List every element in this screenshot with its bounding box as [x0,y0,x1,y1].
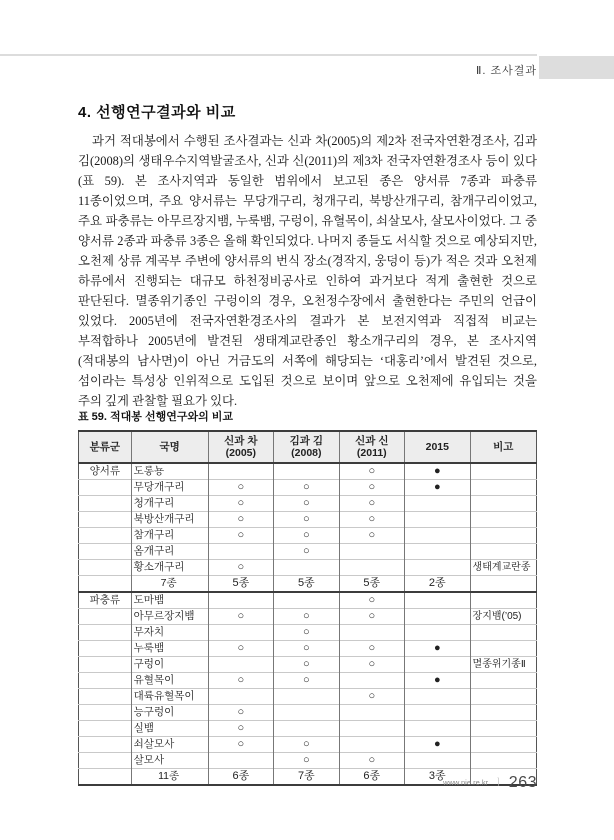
cell-mark-2011: ○ [339,689,404,705]
table-row [79,721,537,737]
cell-group [79,753,132,769]
col-header-2008 [274,431,339,463]
cell-species: 옴개구리 [131,544,208,560]
table-row [79,625,537,641]
cell-mark-2008 [274,560,339,576]
cell-mark-2011: ○ [339,480,404,496]
cell-mark-2008: ○ [274,480,339,496]
cell-mark-2011: ○ [339,657,404,673]
table-row [79,673,537,689]
cell-mark-2005: ○ [208,512,273,528]
cell-mark-2015 [405,496,470,512]
cell-note [470,496,536,512]
cell-mark-2015: ● [405,480,470,496]
cell-mark-2015 [405,528,470,544]
cell-group [79,641,132,657]
col-header-sublabel: (2008) [291,447,322,459]
cell-mark-2005 [208,657,273,673]
cell-group: 파충류 [79,592,132,609]
cell-mark-2015 [405,705,470,721]
cell-mark-2005: ○ [208,737,273,753]
cell-mark-2005: ○ [208,496,273,512]
cell-mark-2011: ○ [339,609,404,625]
table-row [79,496,537,512]
cell-mark-2008: ○ [274,625,339,641]
table-row [79,480,537,496]
cell-mark-2015: 3종 [405,769,470,786]
cell-note [470,689,536,705]
cell-mark-2011: ○ [339,641,404,657]
cell-note: 장지뱀(’05) [470,609,536,625]
cell-mark-2005: ○ [208,480,273,496]
cell-mark-2008 [274,705,339,721]
footer-site-url: www.nie.re.kr [443,778,489,787]
cell-mark-2011: ○ [339,753,404,769]
table-row [79,560,537,576]
cell-mark-2011 [339,721,404,737]
cell-mark-2008: 7종 [274,769,339,786]
cell-mark-2011 [339,705,404,721]
table-row [79,512,537,528]
cell-mark-2015 [405,560,470,576]
table-subtotal-row [79,576,537,593]
comparison-table [78,430,537,786]
cell-mark-2008: ○ [274,528,339,544]
cell-mark-2008: ○ [274,609,339,625]
table-row [79,609,537,625]
cell-mark-2015 [405,512,470,528]
table-row [79,592,537,609]
cell-note [470,463,536,480]
cell-mark-2015 [405,609,470,625]
col-header-note [470,431,536,463]
chapter-tab-marker [539,56,614,79]
cell-group [79,560,132,576]
cell-species: 살모사 [131,753,208,769]
cell-mark-2008 [274,592,339,609]
cell-mark-2008: ○ [274,673,339,689]
col-header-sublabel: (2005) [225,447,257,459]
cell-mark-2011: ○ [339,528,404,544]
cell-mark-2005: ○ [208,609,273,625]
cell-mark-2015 [405,657,470,673]
cell-group [79,689,132,705]
col-header-species [131,431,208,463]
cell-mark-2011: ○ [339,496,404,512]
cell-note [470,753,536,769]
cell-mark-2015 [405,689,470,705]
table-row [79,657,537,673]
col-header-label: 김과 김 [289,435,323,447]
running-header-section: Ⅱ. 조사결과 [475,65,537,77]
cell-mark-2008: ○ [274,641,339,657]
cell-mark-2015 [405,544,470,560]
cell-mark-2015: ● [405,463,470,480]
cell-species: 실뱀 [131,721,208,737]
cell-species: 북방산개구리 [131,512,208,528]
cell-mark-2005: 6종 [208,769,273,786]
cell-group [79,737,132,753]
cell-mark-2005 [208,753,273,769]
page-title: 4. 선행연구결과와 비교 [78,104,236,121]
cell-species: 쇠살모사 [131,737,208,753]
table-header [79,431,537,463]
footer-page-number: 263 [508,774,537,791]
cell-mark-2005: ○ [208,705,273,721]
table-header-row [79,431,537,463]
cell-mark-2005: ○ [208,560,273,576]
cell-mark-2011: ○ [339,512,404,528]
cell-group [79,673,132,689]
footer-separator: ㅣ [494,777,503,787]
cell-mark-2005: 5종 [208,576,273,593]
cell-species: 참개구리 [131,528,208,544]
body-paragraph: 과거 적대봉에서 수행된 조사결과는 신과 차(2005)의 제2차 전국자연환경조사, 김과 김(2008)의 생태우수지역발굴조사, 신과 신(2011)의 제3차 전국자연환경조사 등이 있다(표 59). 본 조사지역과 동일한 범위에서 보고된 종은 양서류 7종과 파충류 11종이었으며, 주요 양서류는 무당개구리, 청개구리, 북방산개구리, 참개구리이었고, 주요 파충류는 아무르장지뱀, 누룩뱀, 구렁이, 유혈목이, 쇠살모사, 살모사이었다. 그 중 양서류 2종과 파충류 3종은 올해 확인되었다. 나머지 종들도 서식할 것으로 예상되지만, 오천제 상류 계곡부 주변에 양서류의 번식 장소(경작지, 웅덩이 등)가 적은 것과 오천제 하류에서 진행되는 대규모 하천정비공사로 인하여 과거보다 적게 출현한 것으로 판단된다. 멸종위기종인 구렁이의 경우, 오천정수장에서 출현한다는 주민의 언급이 있었다. 2005년에 전국자연환경조사의 결과가 본 보전지역과 직접적 비교는 부적합하나 2005년에 발견된 생태계교란종인 황소개구리의 경우, 본 조사지역(적대봉의 남사면)이 아닌 거금도의 서쪽에 해당되는 ‘대홍리’에서 발견된 것으로, 섬이라는 특성상 인위적으로 도입된 것으로 보이며 앞으로 오천제에 유입되는 것을 주의 깊게 관찰할 필요가 있다. [78,134,537,408]
table-row [79,705,537,721]
col-header-2005 [208,431,273,463]
cell-note [470,592,536,609]
table-row [79,463,537,480]
cell-note: 멸종위기종Ⅱ [470,657,536,673]
cell-group [79,528,132,544]
comparison-table-body [79,463,537,785]
table-row [79,689,537,705]
cell-mark-2015: 2종 [405,576,470,593]
cell-mark-2015 [405,625,470,641]
cell-species: 황소개구리 [131,560,208,576]
table-row [79,528,537,544]
cell-note [470,544,536,560]
cell-note [470,625,536,641]
cell-mark-2011 [339,560,404,576]
table-row [79,753,537,769]
cell-species: 능구렁이 [131,705,208,721]
cell-group: 양서류 [89,465,121,477]
cell-note [470,673,536,689]
cell-note [470,721,536,737]
cell-mark-2008: 5종 [274,576,339,593]
cell-mark-2015: ● [405,673,470,689]
col-header-label: 국명 [159,441,180,453]
cell-species: 구렁이 [131,657,208,673]
cell-mark-2011 [339,737,404,753]
cell-mark-2005 [208,544,273,560]
cell-mark-2011: 5종 [339,576,404,593]
cell-species: 유혈목이 [131,673,208,689]
cell-mark-2008: ○ [274,544,339,560]
table-row [79,641,537,657]
col-header-label: 신과 신 [355,435,389,447]
cell-mark-2005: ○ [208,528,273,544]
cell-mark-2011 [339,544,404,560]
cell-note [470,705,536,721]
cell-note: 생태계교란종 [470,560,536,576]
cell-mark-2011 [339,625,404,641]
cell-mark-2008 [274,721,339,737]
col-header-label: 비고 [493,441,514,453]
cell-group [79,496,132,512]
cell-species: 누룩뱀 [131,641,208,657]
cell-species: 도롱뇽 [131,463,208,480]
cell-mark-2005: ○ [208,673,273,689]
cell-group [79,625,132,641]
comparison-table-wrap [78,430,537,786]
cell-mark-2008: ○ [274,512,339,528]
cell-species: 무당개구리 [131,480,208,496]
cell-species: 11종 [131,769,208,786]
cell-note [470,576,536,593]
cell-species: 청개구리 [131,496,208,512]
cell-mark-2008: ○ [274,753,339,769]
cell-note [470,512,536,528]
cell-mark-2011 [339,673,404,689]
cell-group [79,576,132,593]
cell-mark-2005: ○ [208,641,273,657]
table-row [79,737,537,753]
cell-mark-2015: ● [405,641,470,657]
cell-group [79,705,132,721]
col-header-label: 2015 [425,441,449,453]
cell-species: 7종 [131,576,208,593]
cell-note [470,528,536,544]
col-header-sublabel: (2011) [356,447,387,459]
cell-mark-2011: 6종 [339,769,404,786]
cell-species: 도마뱀 [131,592,208,609]
cell-note [470,480,536,496]
col-header-group [79,431,132,463]
table-caption: 표 59. 적대봉 선행연구와의 비교 [78,411,234,423]
cell-mark-2005: ○ [208,721,273,737]
cell-group [79,721,132,737]
cell-note [470,641,536,657]
cell-group [79,544,132,560]
table-row [79,544,537,560]
cell-mark-2015 [405,592,470,609]
cell-mark-2005 [208,463,273,480]
cell-group [79,657,132,673]
cell-species: 무자치 [131,625,208,641]
header-divider [0,54,537,56]
cell-mark-2011: ○ [339,592,404,609]
cell-group [79,512,132,528]
cell-mark-2008: ○ [274,657,339,673]
cell-note [470,737,536,753]
col-header-label: 분류군 [89,441,121,453]
cell-mark-2005 [208,625,273,641]
cell-mark-2015: ● [405,737,470,753]
cell-mark-2008: ○ [274,496,339,512]
col-header-label: 신과 차 [224,435,258,447]
cell-species: 아무르장지뱀 [131,609,208,625]
cell-mark-2011: ○ [339,463,404,480]
cell-mark-2005 [208,592,273,609]
col-header-2011 [339,431,404,463]
cell-mark-2008 [274,689,339,705]
cell-group [79,609,132,625]
cell-mark-2005 [208,689,273,705]
cell-species: 대륙유혈목이 [131,689,208,705]
cell-mark-2015 [405,721,470,737]
col-header-2015 [405,431,470,463]
cell-mark-2015 [405,753,470,769]
page-footer [0,774,537,792]
cell-mark-2008: ○ [274,737,339,753]
cell-group [79,480,132,496]
cell-mark-2008 [274,463,339,480]
